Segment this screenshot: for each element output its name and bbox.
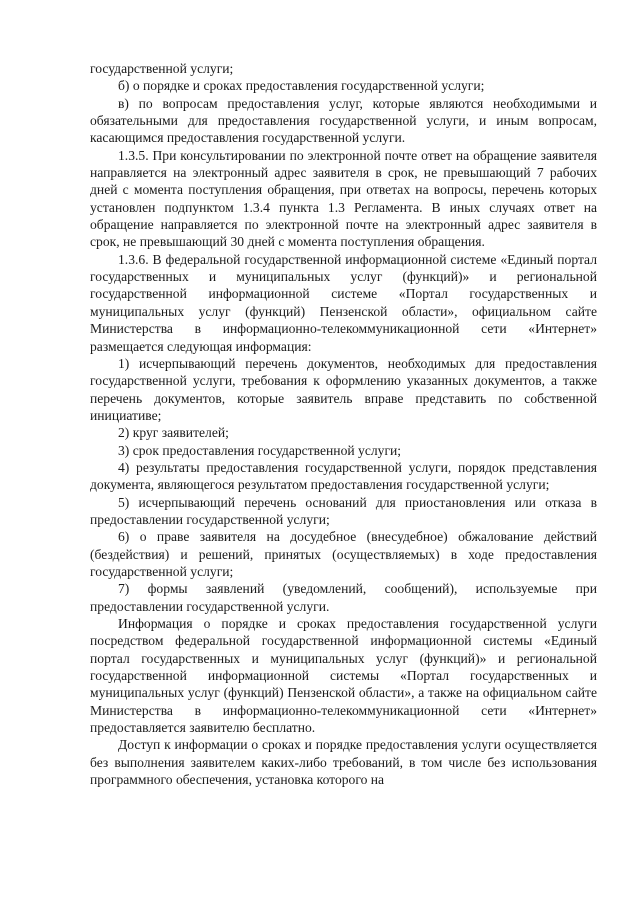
paragraph-item-b: б) о порядке и сроках предоставления государственной услуги;	[118, 78, 485, 94]
paragraph-1-3-6: 1.3.6. В федеральной государственной информационной системе «Единый портал государственных и муниципальных услуг (функций)» и региональной государственной информационной системе «Портал государственных и муниципальных услуг (функций) Пензенской области», официальном сайте Министерства в информационно-телекоммуникационной сети «Интернет» размещается следующая информация:	[90, 251, 597, 354]
list-item-5: 5) исчерпывающий перечень оснований для приостановления или отказа в предоставлении государственной услуги;	[90, 494, 597, 527]
paragraph-item-v: в) по вопросам предоставления услуг, которые являются необходимыми и обязательными для предоставления государственной услуги, и иным вопросам, касающимся предоставления государственной услуги.	[90, 95, 597, 146]
list-item-6: 6) о праве заявителя на досудебное (внесудебное) обжалование действий (бездействия) и решений, принятых (осуществляемых) в ходе предоставления государственной услуги;	[90, 529, 597, 579]
list-item-4: 4) результаты предоставления государственной услуги, порядок представления документа, являющегося результатом предоставления государственной услуги;	[90, 459, 597, 493]
list-item-2: 2) круг заявителей;	[118, 425, 229, 441]
paragraph-continuation: государственной услуги;	[90, 61, 234, 76]
paragraph-1-3-5: 1.3.5. При консультировании по электронной почте ответ на обращение заявителя направляется на электронный адрес заявителя в срок, не превышающий 7 рабочих дней с момента поступления обращения, при ответах на вопросы, перечень которых установлен подпунктом 1.3.4 пункта 1.3 Регламента. В иных случаях ответ на обращение направляется по электронной почте на электронный адрес заявителя в срок, не превышающий 30 дней с момента поступления обращения.	[90, 147, 597, 250]
paragraph-info-free: Информация о порядке и сроках предоставления государственной услуги посредством федеральной государственной информационной системы «Единый портал государственных и муниципальных услуг (функций)» и региональной государственной информационной системы «Портал государственных и муниципальных услуг (функций) Пензенской области», а также на официальном сайте Министерства в информационно-телекоммуникационной сети «Интернет» предоставляется заявителю бесплатно.	[90, 616, 597, 736]
paragraph-access: Доступ к информации о сроках и порядке предоставления услуги осуществляется без выполнения заявителем каких-либо требований, в том числе без использования программного обеспечения, установка которого на	[90, 737, 597, 788]
list-item-3: 3) срок предоставления государственной услуги;	[118, 442, 402, 458]
document-body	[90, 60, 597, 788]
list-item-1: 1) исчерпывающий перечень документов, необходимых для предоставления государственной услуги, требования к оформлению указанных документов, а также перечень документов, которые заявитель вправе представить по собственной инициативе;	[90, 355, 597, 423]
list-item-7: 7) формы заявлений (уведомлений, сообщений), используемые при предоставлении государственной услуги.	[90, 581, 597, 614]
